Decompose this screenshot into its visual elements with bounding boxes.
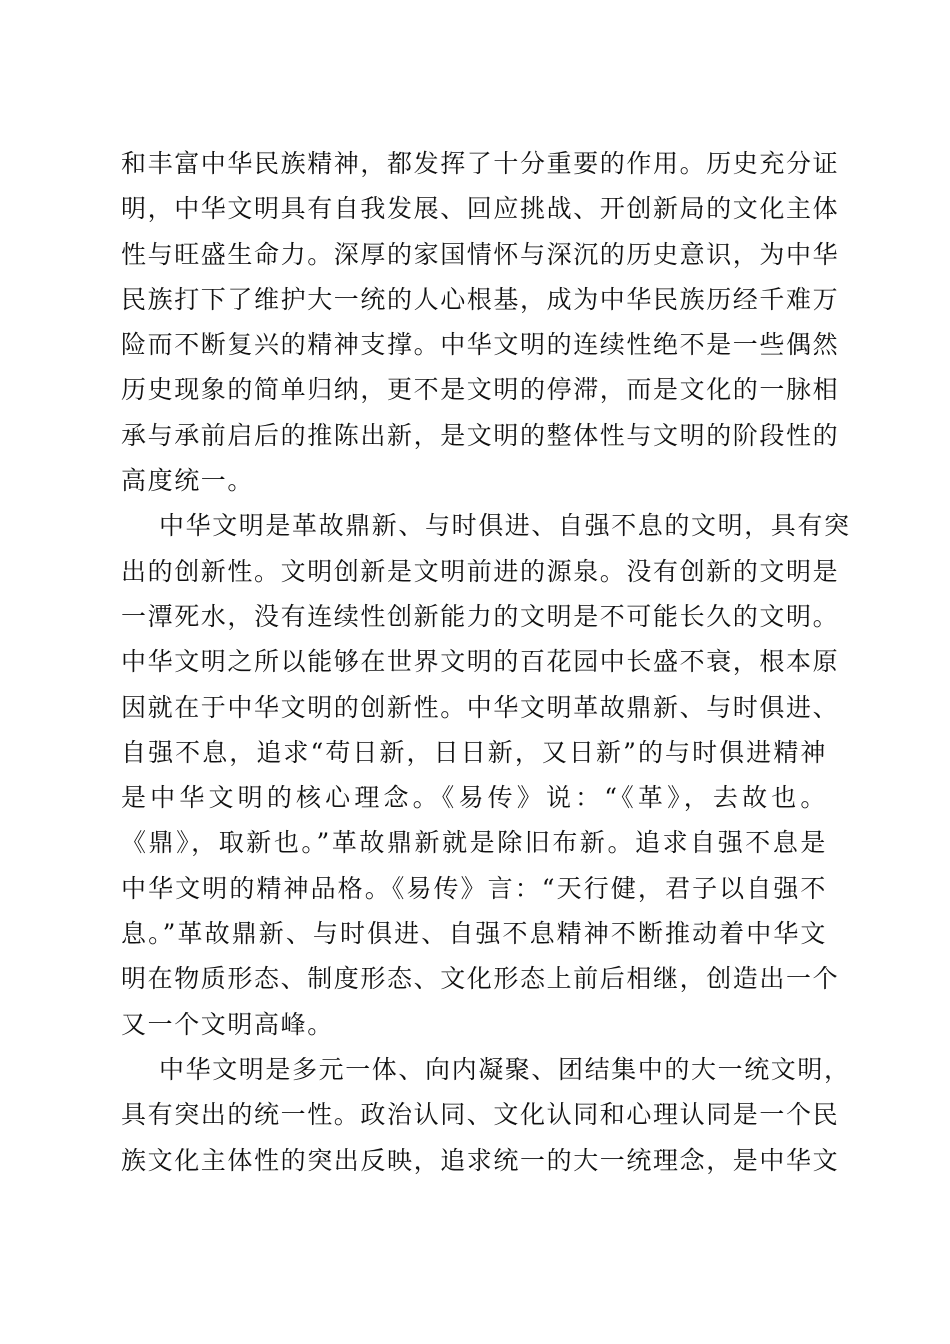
text-line: 中华文明是多元一体、向内凝聚、团结集中的大一统文明， <box>159 1054 851 1084</box>
text-line: 和丰富中华民族精神，都发挥了十分重要的作用。历史充分证 <box>121 149 840 178</box>
paragraph-3 <box>121 1047 851 1183</box>
text-line: 中华文明之所以能够在世界文明的百花园中长盛不衰，根本原 <box>121 647 840 677</box>
text-line: 明在物质形态、制度形态、文化形态上前后相继，创造出一个 <box>121 964 840 994</box>
text-line: 因就在于中华文明的创新性。中华文明革故鼎新、与时俱进、 <box>121 692 840 722</box>
text-line: 又一个文明高峰。 <box>121 1009 334 1039</box>
text-line: 险而不断复兴的精神支撑。中华文明的连续性绝不是一些偶然 <box>121 330 840 360</box>
text-line: 中华文明的精神品格。《易传》言：“天行健，君子以自强不 <box>121 873 827 903</box>
text-line: 是中华文明的核心理念。《易传》说：“《革》，去故也。 <box>121 783 827 813</box>
text-line: 中华文明是革故鼎新、与时俱进、自强不息的文明，具有突 <box>159 511 851 541</box>
text-line: 出的创新性。文明创新是文明前进的源泉。没有创新的文明是 <box>121 556 840 586</box>
text-line: 具有突出的统一性。政治认同、文化认同和心理认同是一个民 <box>121 1100 840 1130</box>
text-line: 历史现象的简单归纳，更不是文明的停滞，而是文化的一脉相 <box>121 375 840 405</box>
text-line: 性与旺盛生命力。深厚的家国情怀与深沉的历史意识，为中华 <box>121 239 840 269</box>
body-text <box>121 141 851 1183</box>
text-line: 明，中华文明具有自我发展、回应挑战、开创新局的文化主体 <box>121 194 840 224</box>
text-line: 高度统一。 <box>121 466 255 496</box>
text-line: 一潭死水，没有连续性创新能力的文明是不可能长久的文明。 <box>121 601 840 631</box>
text-line: 民族打下了维护大一统的人心根基，成为中华民族历经千难万 <box>121 284 840 314</box>
paragraph-2 <box>121 503 851 1047</box>
text-line: 族文化主体性的突出反映，追求统一的大一统理念，是中华文 <box>121 1145 840 1175</box>
text-line: 息。”革故鼎新、与时俱进、自强不息精神不断推动着中华文 <box>121 919 827 949</box>
text-line: 承与承前启后的推陈出新，是文明的整体性与文明的阶段性的 <box>121 420 840 450</box>
text-line: 《鼎》，取新也。”革故鼎新就是除旧布新。追求自强不息是 <box>121 828 827 858</box>
text-line: 自强不息，追求“苟日新，日日新，又日新”的与时俱进精神 <box>121 737 827 767</box>
paragraph-1 <box>121 141 840 503</box>
